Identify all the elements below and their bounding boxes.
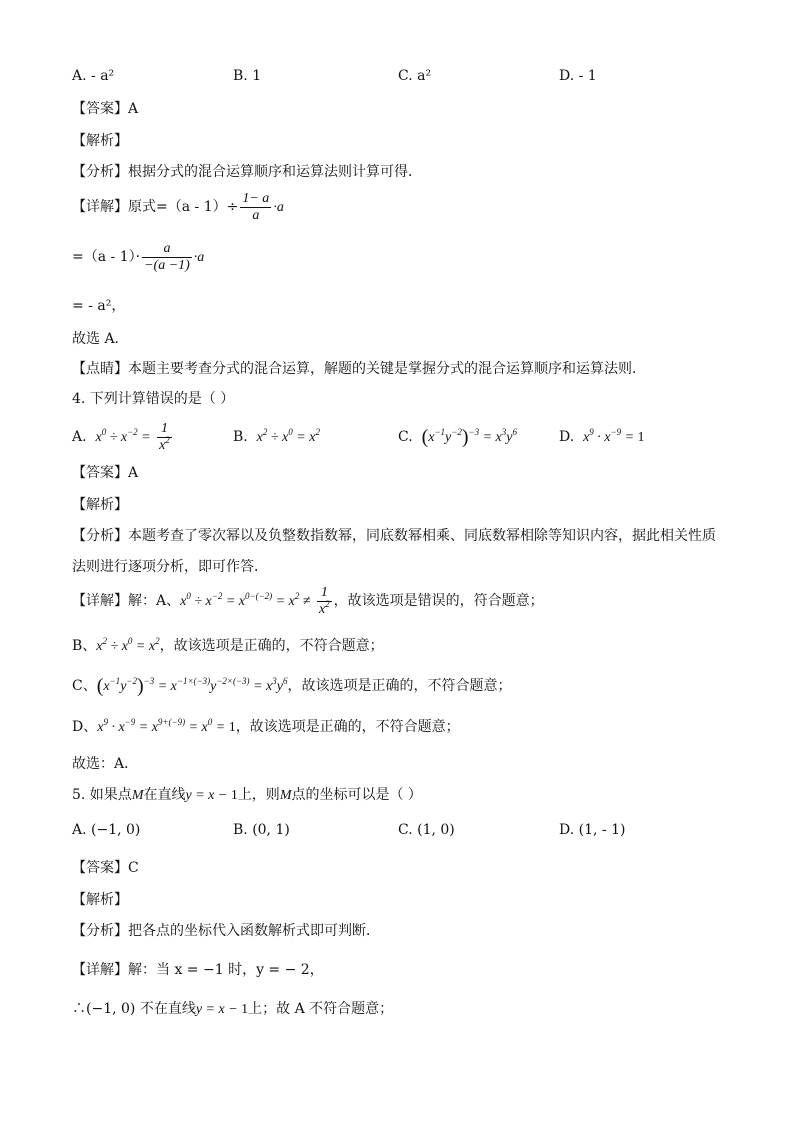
q5-option-c: C. (1, 0) (398, 822, 455, 838)
fenxi-text: 根据分式的混合运算顺序和运算法则计算可得． (128, 164, 422, 180)
stem-suffix: 点的坐标可以是（ ） (291, 787, 422, 803)
detail-d-suffix: ，故该选项是正确的，不符合题意； (235, 719, 460, 735)
detail-c-prefix: C、 (72, 678, 97, 694)
q4-analysis-tag: 【解析】 (72, 497, 128, 513)
fenxi-tag: 【分析】 (72, 528, 128, 544)
detail-a-prefix: 解：A、 (128, 593, 181, 609)
stem-prefix: 5. 如果点 (72, 787, 132, 803)
fenxi-tag: 【分析】 (72, 923, 128, 939)
detail-prefix: 原式=（a - 1）÷ (128, 199, 239, 215)
detail-b-prefix: B、 (72, 638, 97, 654)
q4-detail-a: 【详解】解：A、$x^0 \div x^{-2} = x^{0-(-2)} = x^2$ ≠ $\frac{1}{x^2}$ ，故该选项是错误的，符合题意； (72, 584, 544, 617)
detail-tag: 【详解】 (72, 593, 128, 609)
q4-answer (72, 463, 138, 483)
detail-line2-prefix: ∴(−1, 0) 不在直线 (72, 1001, 196, 1017)
q3-analysis-tag: 【解析】 (72, 133, 128, 149)
detail-line2-suffix: 上；故 A 不符合题意； (248, 1001, 394, 1017)
q5-option-d: D. (1, - 1) (559, 822, 626, 838)
q3-detail-step3: = - a²， (72, 298, 126, 314)
q3-option-c: C. a² (398, 68, 432, 84)
stem-mid2: 上，则 (237, 787, 280, 803)
q4-option-a: A. $x^0 \div x^{-2}$ = $\frac{1}{x^2}$ (72, 420, 170, 453)
fenxi-text: 本题考查了零次幂以及负整数指数幂，同底数幂相乘、同底数幂相除等知识内容，据此相关性质 (128, 528, 716, 544)
detail-line1-text: 解：当 x = −1 时，y = − 2， (128, 962, 324, 978)
q3-option-d: D. - 1 (559, 68, 597, 84)
q3-detail-step1: 【详解】原式=（a - 1）÷ $\frac{1- a}{a}$ ·a (72, 190, 284, 223)
q4-stem: 4. 下列计算错误的是（ ） (72, 391, 235, 407)
answer-tag: 【答案】 (72, 101, 128, 117)
q5-stem: 5. 如果点M在直线y = x − 1上，则M点的坐标可以是（ ） (72, 787, 422, 803)
q4-option-b: B. $x^2 \div x^0 = x^2$ (233, 427, 320, 445)
q4-fenxi-line2: 法则进行逐项分析，即可作答． (72, 559, 268, 575)
q4-option-c: C. $(x^{-1}y^{-2})^{-3} = x^3y^6$ (398, 426, 517, 448)
fraction: $\frac{1- a}{a}$ (242, 190, 270, 223)
answer-value: C (128, 860, 139, 876)
answer-value: A (128, 465, 139, 481)
q4-fenxi-line1 (72, 526, 716, 546)
q3-answer (72, 99, 138, 119)
q5-option-b: B. (0, 1) (233, 822, 290, 838)
q3-option-a: A. - a² (72, 68, 115, 84)
q3-option-b: B. 1 (233, 68, 262, 84)
fenxi-text: 把各点的坐标代入函数解析式即可判断． (128, 923, 380, 939)
q4-detail-b: B、$x^2 \div x^0 = x^2$，故该选项是正确的，不符合题意； (72, 636, 384, 654)
q3-choose: 故选 A． (72, 331, 129, 347)
step2-prefix: =（a - 1）· (72, 249, 141, 265)
q5-option-a: A. (−1, 0) (72, 822, 141, 838)
q3-detail-step2: =（a - 1）· $\frac{a}{-(a -1)}$ ·a (72, 240, 205, 273)
detail-d-prefix: D、 (72, 719, 98, 735)
detail-tag: 【详解】 (72, 962, 128, 978)
q4-detail-d: D、$x^9 \cdot x^{-9} = x^{9+(-9)} = x^0 = 1$，故该选项是正确的，不符合题意； (72, 717, 460, 735)
detail-c-suffix: ，故该选项是正确的，不符合题意； (287, 678, 512, 694)
answer-tag: 【答案】 (72, 465, 128, 481)
q5-fenxi (72, 921, 380, 941)
stem-mid1: 在直线 (143, 787, 186, 803)
q4-choose: 故选：A． (72, 756, 139, 772)
q4-detail-c: C、$(x^{-1}y^{-2})^{-3} = x^{-1\times(-3)}y^{-2\times(-3)} = x^3y^6$，故该选项是正确的，不符合题意； (72, 675, 512, 697)
q5-analysis-tag: 【解析】 (72, 892, 128, 908)
detail-a-suffix: ，故该选项是错误的，符合题意； (333, 593, 544, 609)
comment-text: 本题主要考查分式的混合运算，解题的关键是掌握分式的混合运算顺序和运算法则． (128, 361, 646, 377)
q3-fenxi (72, 162, 422, 182)
q5-detail-line2: ∴(−1, 0) 不在直线y = x − 1上；故 A 不符合题意； (72, 1001, 394, 1017)
detail-b-suffix: ，故该选项是正确的，不符合题意； (159, 638, 384, 654)
q3-comment (72, 359, 646, 379)
answer-tag: 【答案】 (72, 860, 128, 876)
fraction: $\frac{a}{-(a -1)}$ (144, 240, 190, 273)
answer-value: A (128, 101, 139, 117)
detail-tag: 【详解】 (72, 199, 128, 215)
q4-option-d: D. $x^9 \cdot x^{-9} = 1$ (559, 427, 645, 445)
q5-answer (72, 858, 139, 878)
q5-detail-line1 (72, 960, 324, 980)
comment-tag: 【点睛】 (72, 361, 128, 377)
fenxi-tag: 【分析】 (72, 164, 128, 180)
